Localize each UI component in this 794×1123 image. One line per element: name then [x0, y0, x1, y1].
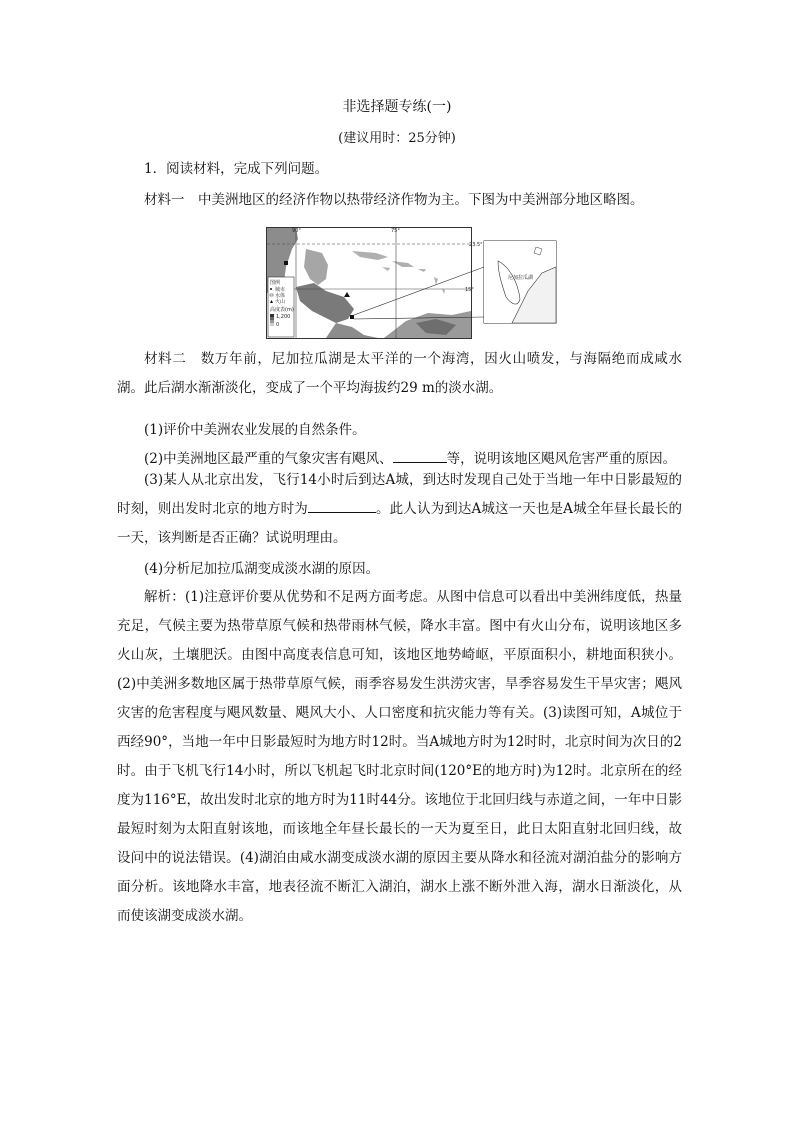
question-2-part-a: (2)中美洲地区最严重的气象灾害有飓风、 [144, 451, 393, 467]
question-3-part-b: 。此人认为到达A城这一天也是A城全年昼长最长的一天，该判断是否正确？试说明理由。 [117, 501, 683, 546]
question-2-part-b: 等，说明该地区飓风危害严重的原因。 [446, 451, 677, 467]
latitude-15-label: 15° [465, 287, 474, 293]
answer-blank-3[interactable] [308, 498, 376, 513]
central-america-map [266, 227, 557, 339]
material-one: 材料一 中美洲地区的经济作物以热带经济作物为主。下图为中美洲部分地区略图。 [144, 192, 644, 208]
city-a-marker [284, 261, 288, 265]
question-3-part-a: (3)某人从北京出发，飞行14小时后到达A城，到达时发现自己处于当地一年中日影最短的时刻，则出发时北京的地方时为 [117, 472, 682, 517]
legend-city: 城市 [275, 287, 286, 293]
longitude-75-label: 75° [391, 228, 400, 234]
time-suggestion: (建议用时：25分钟) [338, 131, 456, 146]
lake-marker [350, 315, 354, 319]
question-3 [117, 466, 682, 553]
page-title: 非选择题专练(一) [342, 99, 452, 115]
legend-elevation: 高度表(m) [270, 307, 294, 313]
answer-blank-2[interactable] [393, 448, 447, 463]
question-intro: 1．阅读材料，完成下列问题。 [144, 161, 329, 177]
tropic-label: 23.5° [469, 242, 483, 248]
legend-volcano: 火山 [275, 299, 286, 305]
analysis-text: 解析：(1)注意评价要从优势和不足两方面考虑。从图中信息可以看出中美洲纬度低，热量充足，气候主要为热带草原气候和热带雨林气候，降水丰富。图中有火山分布，说明该地区多火山灰，土壤肥沃。由图中高度表信息可知，该地区地势崎岖，平原面积小，耕地面积狭小。(2)中美洲多数地区属于热带草原气候，雨季容易发生洪涝灾害，旱季容易发生干旱灾害；飓风灾害的危害程度与飓风数量、飓风大小、人口密度和抗灾能力等有关。(3)读图可知，A城位于西经90°，当地一年中日影最短时为地方时12时。当A城地方时为12时时，北京时间为次日的2时。由于飞机飞行14小时，所以飞机起飞时北京时间(120°E的地方时)为12时。北京所在的经度为116°E，故出发时北京的地方时为11时44分。该地位于北回归线与赤道之间，一年中日影最短时刻为太阳直射该地，而该地全年昼长最长的一天为夏至日，此日太阳直射北回归线，故设问中的说法错误。(4)湖泊由咸水湖变成淡水湖的原因主要从降水和径流对湖泊盐分的影响方面分析。该地降水丰富，地表径流不断汇入湖泊，湖水上涨不断外泄入海，湖水日渐淡化，从而使该湖变成淡水湖。 [117, 589, 682, 924]
legend-elevation-value: 1,200 [276, 314, 291, 320]
legend-title: 图例 [270, 280, 281, 286]
legend-water: 水体 [275, 293, 286, 299]
legend-elevation-low: 0 [276, 322, 280, 328]
longitude-90-label: 90° [292, 228, 301, 234]
inset-lake-label: 尼加拉瓜湖 [508, 275, 534, 281]
question-1: (1)评价中美洲农业发展的自然条件。 [144, 422, 366, 438]
material-two: 材料二 数万年前，尼加拉瓜湖是太平洋的一个海湾，因火山喷发，与海隔绝而成咸水湖。此后湖水渐渐淡化，变成了一个平均海拔约29 m的淡水湖。 [117, 351, 682, 396]
question-4: (4)分析尼加拉瓜湖变成淡水湖的原因。 [144, 561, 380, 577]
